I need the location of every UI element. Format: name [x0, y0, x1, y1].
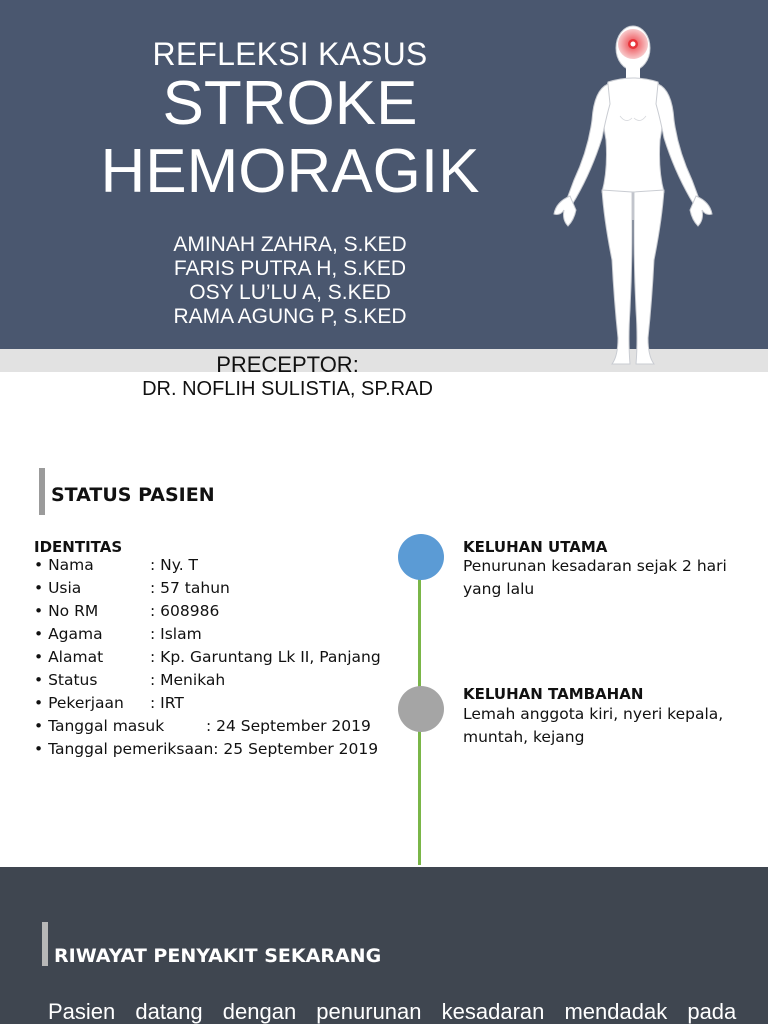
identity-label: • Tanggal masuk — [34, 717, 165, 735]
riwayat-slide — [0, 867, 768, 1024]
identitas-title: IDENTITAS — [34, 538, 123, 556]
identity-value: : 608986 — [150, 602, 220, 620]
slide-title-line-1: STROKE — [162, 69, 418, 138]
human-body-head-pain-icon — [548, 20, 718, 375]
identity-label: • Agama — [34, 625, 103, 643]
slide-title-line-2: HEMORAGIK — [100, 137, 480, 206]
preceptor-label: PRECEPTOR: — [216, 352, 359, 377]
preceptor-name: DR. NOFLIH SULISTIA, SP.RAD — [142, 378, 433, 400]
author-name: AMINAH ZAHRA, S.KED — [173, 233, 407, 256]
identity-label: • Status — [34, 671, 98, 689]
identity-label: • Usia — [34, 579, 82, 597]
keluhan-tambahan-title: KELUHAN TAMBAHAN — [463, 685, 644, 703]
identity-label: • Pekerjaan — [34, 694, 124, 712]
section-heading: STATUS PASIEN — [51, 484, 215, 506]
identity-value: : Kp. Garuntang Lk II, Panjang — [150, 648, 381, 666]
slide-subtitle: REFLEKSI KASUS — [152, 36, 428, 72]
keluhan-utama-title: KELUHAN UTAMA — [463, 538, 608, 556]
heading-accent-bar — [42, 922, 48, 966]
identity-value: : 24 September 2019 — [206, 717, 371, 735]
identity-value: : Islam — [150, 625, 202, 643]
identity-value: : 57 tahun — [150, 579, 230, 597]
author-name: OSY LU’LU A, S.KED — [189, 281, 391, 304]
author-name: RAMA AGUNG P, S.KED — [173, 305, 407, 328]
keluhan-utama-text: Penurunan kesadaran sejak 2 hari yang lalu — [463, 557, 727, 598]
heading-accent-bar — [39, 468, 45, 515]
identity-label: • Alamat — [34, 648, 104, 666]
identity-value: : Ny. T — [150, 556, 199, 574]
status-pasien-slide — [0, 462, 768, 867]
author-name: FARIS PUTRA H, S.KED — [173, 257, 407, 280]
riwayat-paragraph: Pasien datang dengan penurunan kesadaran mendadak pada — [48, 999, 737, 1024]
identity-value: : IRT — [150, 694, 184, 712]
keluhan-tambahan-text: Lemah anggota kiri, nyeri kepala, muntah, kejang — [463, 705, 724, 746]
title-slide — [0, 0, 768, 462]
identity-label: • No RM — [34, 602, 99, 620]
timeline-dot — [398, 686, 444, 732]
identity-label: • Tanggal pemeriksaan: 25 September 2019 — [34, 740, 379, 758]
timeline-dot — [398, 534, 444, 580]
identity-value: : Menikah — [150, 671, 226, 689]
identity-label: • Nama — [34, 556, 94, 574]
section-heading: RIWAYAT PENYAKIT SEKARANG — [54, 945, 382, 967]
